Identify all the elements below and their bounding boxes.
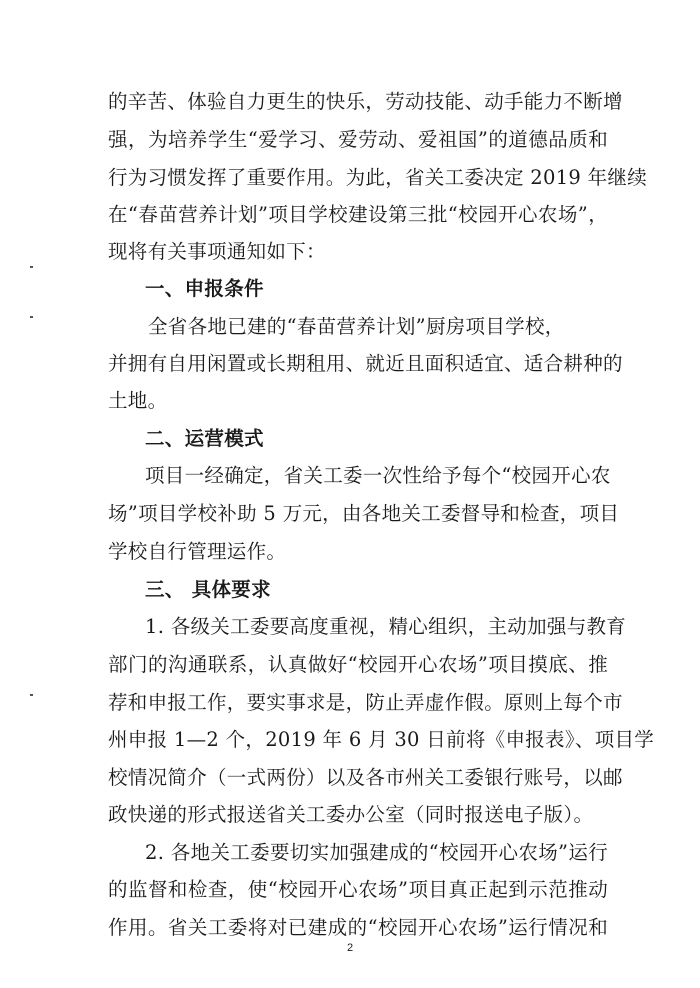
body-line: 州申报 1—2 个，2019 年 6 月 30 日前将《申报表》、项目学: [108, 728, 655, 751]
body-line: 政快递的形式报送省关工委办公室（同时报送电子版）。: [108, 803, 594, 826]
body-line: 部门的沟通联系，认真做好“校园开心农场”项目摸底、推: [108, 653, 608, 676]
body-line: 1. 各级关工委要高度重视，精心组织，主动加强与教育: [145, 615, 627, 638]
body-line: 的辛苦、体验自力更生的快乐，劳动技能、动手能力不断增: [108, 90, 623, 113]
section-heading: 一、申报条件: [145, 277, 264, 300]
body-line: 学校自行管理运作。: [108, 540, 287, 563]
body-line: 作用。省关工委将对已建成的“校园开心农场”运行情况和: [108, 916, 608, 939]
scan-mark: [30, 694, 33, 696]
body-line: 荐和申报工作，要实事求是，防止弄虚作假。原则上每个市: [108, 691, 623, 714]
body-line: 的监督和检查，使“校园开心农场”项目真正起到示范推动: [108, 878, 608, 901]
body-line: 项目一经确定，省关工委一次性给予每个“校园开心农: [145, 464, 611, 487]
body-line: 土地。: [108, 389, 168, 412]
body-line: 2. 各地关工委要切实加强建成的“校园开心农场”运行: [145, 841, 608, 864]
body-line: 并拥有自用闲置或长期租用、就近且面积适宜、适合耕种的: [108, 352, 623, 375]
section-heading: 二、运营模式: [145, 427, 264, 450]
section-heading: 三、 具体要求: [145, 578, 271, 601]
body-line: 校情况简介（一式两份）以及各市州关工委银行账号，以邮: [108, 766, 623, 789]
page-number: 2: [346, 942, 354, 954]
body-line: 现将有关事项通知如下：: [108, 240, 326, 263]
body-line: 强，为培养学生“爱学习、爱劳动、爱祖国”的道德品质和: [108, 128, 608, 151]
body-line: 在“春苗营养计划”项目学校建设第三批“校园开心农场”，: [108, 203, 608, 226]
scan-mark: [30, 266, 33, 268]
body-line: 场”项目学校补助 5 万元，由各地关工委督导和检查，项目: [108, 502, 620, 525]
body-line: 行为习惯发挥了重要作用。为此，省关工委决定 2019 年继续: [108, 166, 648, 189]
scan-mark: [30, 316, 33, 318]
body-line: 全省各地已建的“春苗营养计划”厨房项目学校，: [148, 315, 565, 338]
